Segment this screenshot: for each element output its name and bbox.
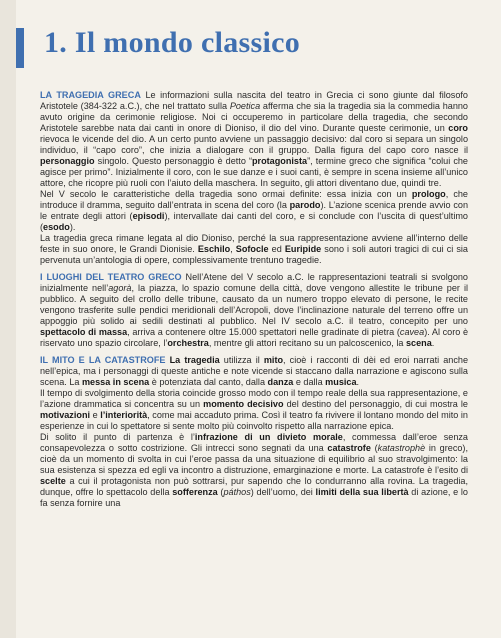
section-heading: IL MITO E LA CATASTROFE (40, 355, 166, 365)
text-run: ). (69, 222, 76, 232)
italic-term: cavea (399, 327, 425, 337)
text-run: ed (268, 244, 285, 254)
bold-term: Sofocle (235, 244, 269, 254)
text-run: sono i soli autori tragici di cui ci sia pervenuta un’antologia di opere, complessivamente trentuno tragedie. (40, 244, 468, 265)
italic-term: katastrophè (377, 443, 426, 453)
bold-term: esodo (43, 222, 70, 232)
text-run: La tragedia greca rimane legata al dio Dioniso, perché la sua rappresentazione avviene all’interno delle feste in suo onore, le Grandi Dionisie. (40, 233, 468, 254)
text-run: . (356, 377, 360, 387)
text-run: , commessa dall’eroe senza consapevolezza o sotto costrizione. Gli intrecci sono segnati da una (40, 432, 468, 453)
text-run: , mentre gli attori recitano su un palcoscenico, la (208, 338, 406, 348)
text-run: rievoca le vicende del dio. A un certo punto avviene un passaggio decisivo: dal coro si separa un singolo individuo, il “capo coro”, che inizia a dialogare con il gruppo. Dalla figura del capo coro nasce il (40, 134, 468, 155)
bold-term: scena (405, 338, 432, 348)
paragraph (40, 233, 468, 266)
bold-term: sofferenza (172, 487, 218, 497)
text-run: Nell’Atene del V secolo a.C. le rappresentazioni teatrali si svolgono inizialmente nell’ (40, 272, 468, 293)
text-run: in greco), cioè da un momento di svolta in cui l’eroe passa da una situazione di equilibrio al suo stravolgimento: la sua esistenza si spezza ed egli va incontro a distruzione, emarginazione e morte. La catastrofe è l’esito di (40, 443, 468, 475)
paragraph-body (40, 90, 468, 188)
bold-term: personaggio (40, 156, 95, 166)
text-run: Di solito il punto di partenza è l’ (40, 432, 195, 442)
text-run: . (431, 338, 435, 348)
bold-term: infrazione di un divieto morale (194, 432, 343, 442)
paragraph-body (40, 272, 468, 348)
text-run: , cioè i racconti di dèi ed eroi narrati anche nell’epica, ma i personaggi di queste antiche e note vicende si staccano dalla narrazione e agiscono sulla scena. La (40, 355, 469, 387)
bold-term: momento decisivo (203, 399, 284, 409)
bold-term: Euripide (284, 244, 322, 254)
paragraph (40, 388, 468, 432)
bold-term: La tragedia (169, 355, 220, 365)
bold-term: mito (263, 355, 284, 365)
italic-term: páthos (223, 487, 251, 497)
text-run: Nel V secolo le caratteristiche della tragedia sono ormai definite: essa inizia con un (40, 189, 412, 199)
bold-term: Eschilo (197, 244, 231, 254)
text-run: e dalla (293, 377, 326, 387)
bold-term: coro (448, 123, 468, 133)
text-run: ( (370, 443, 378, 453)
paragraph (40, 90, 468, 189)
text-run: utilizza il (219, 355, 264, 365)
text-run: a cui il protagonista non può sottrarsi, pur sapendo che lo condurranno alla rovina. La tragedia, dunque, offre lo spettacolo della (40, 476, 468, 497)
section-heading: I LUOGHI DEL TEATRO GRECO (40, 272, 182, 282)
text-run: afferma che sia la tragedia sia la commedia hanno avuto origine da cerimonie religiose. Noi ci occuperemo in particolare della tragedia, che secondo Aristotele sarebbe nata dai canti in onore di Dioniso, il dio del vino. Durante queste cerimonie, un (40, 101, 468, 133)
text-run: ”, termine greco che significa “colui che agisce per primo”. Inizialmente il coro, con le sue danze e i suoi canti, è sempre in scena insieme all’unico attore, che ricopre più ruoli con l’aiuto della maschera. In seguito, gli attori diventano due, quindi tre. (40, 156, 468, 188)
paragraph (40, 355, 468, 388)
bold-term: catastrofe (327, 443, 371, 453)
bold-term: limiti della sua libertà (315, 487, 409, 497)
bold-term: parodo (289, 200, 321, 210)
page-title: 1. Il mondo classico (44, 26, 301, 59)
bold-term: protagonista (252, 156, 308, 166)
bold-term: motivazioni (40, 410, 91, 420)
bold-term: scelte (40, 476, 66, 486)
text-run: del destino del personaggio, di cui mostra le (283, 399, 468, 409)
text-run: e (90, 410, 101, 420)
text-run: , (230, 244, 236, 254)
bold-term: orchestra (167, 338, 209, 348)
text-run: ). Al coro è riservato uno spazio circolare, l’ (40, 327, 468, 348)
text-run: , la piazza, lo spazio comune della città, dove vengono allestite le tribune per il pubblico. A seguito del crollo delle tribune, causato da un numero troppo elevato di persone, le recite vengono trasferite sulle pendici meridionali dell’Acropoli, dove l’inclinazione naturale del terreno offre un appoggio più solido ai sedili destinati al pubblico. Nel IV secolo a.C. il teatro, concepito per uno (40, 283, 468, 326)
paragraph (40, 432, 468, 509)
bold-term: prologo (411, 189, 446, 199)
text-run: ( (217, 487, 224, 497)
text-run: , che introduce il dramma, seguito dall’entrata in scena del coro (la (40, 189, 468, 210)
bold-term: musica (325, 377, 357, 387)
article-body (40, 90, 468, 509)
paragraph (40, 272, 468, 349)
italic-term: Poetica (229, 101, 261, 111)
italic-term: agorà (108, 283, 132, 293)
text-run: ), intervallate dai canti del coro, e si conclude con l’uscita di quest’ultimo ( (40, 211, 468, 232)
text-run: Le informazioni sulla nascita del teatro in Grecia ci sono giunte dal filosofo Aristotele (384-322 a.C.), che nel trattato sulla (40, 90, 468, 111)
bold-term: spettacolo di massa (40, 327, 128, 337)
bold-term: danza (267, 377, 294, 387)
text-run: , come mai accaduto prima. Così il teatro fa rivivere il lontano mondo del mito in esperienze in cui lo spettatore si sente molto più coinvolto rispetto alla narrazione epica. (40, 410, 468, 431)
section-heading: LA TRAGEDIA GRECA (40, 90, 141, 100)
text-run: , arriva a contenere oltre 15.000 spettatori nelle gradinate di pietra ( (127, 327, 400, 337)
text-run: di azione, e lo fa senza fornire una (40, 487, 468, 508)
text-run: singolo. Questo personaggio è detto “ (94, 156, 252, 166)
page-margin-strip (0, 0, 16, 638)
paragraph (40, 189, 468, 233)
text-run: ). L’azione scenica prende avvio con le entrate degli attori ( (40, 200, 468, 221)
title-accent-bar (16, 28, 24, 68)
bold-term: l’interiorità (100, 410, 148, 420)
bold-term: messa in scena (81, 377, 150, 387)
text-run: è potenziata dal canto, dalla (149, 377, 268, 387)
bold-term: episodi (132, 211, 165, 221)
text-run: Il tempo di svolgimento della storia coincide grosso modo con il tempo reale della sua rappresentazione, e l’azione drammatica si concentra su un (40, 388, 468, 409)
text-run: ) dell’uomo, dei (250, 487, 316, 497)
